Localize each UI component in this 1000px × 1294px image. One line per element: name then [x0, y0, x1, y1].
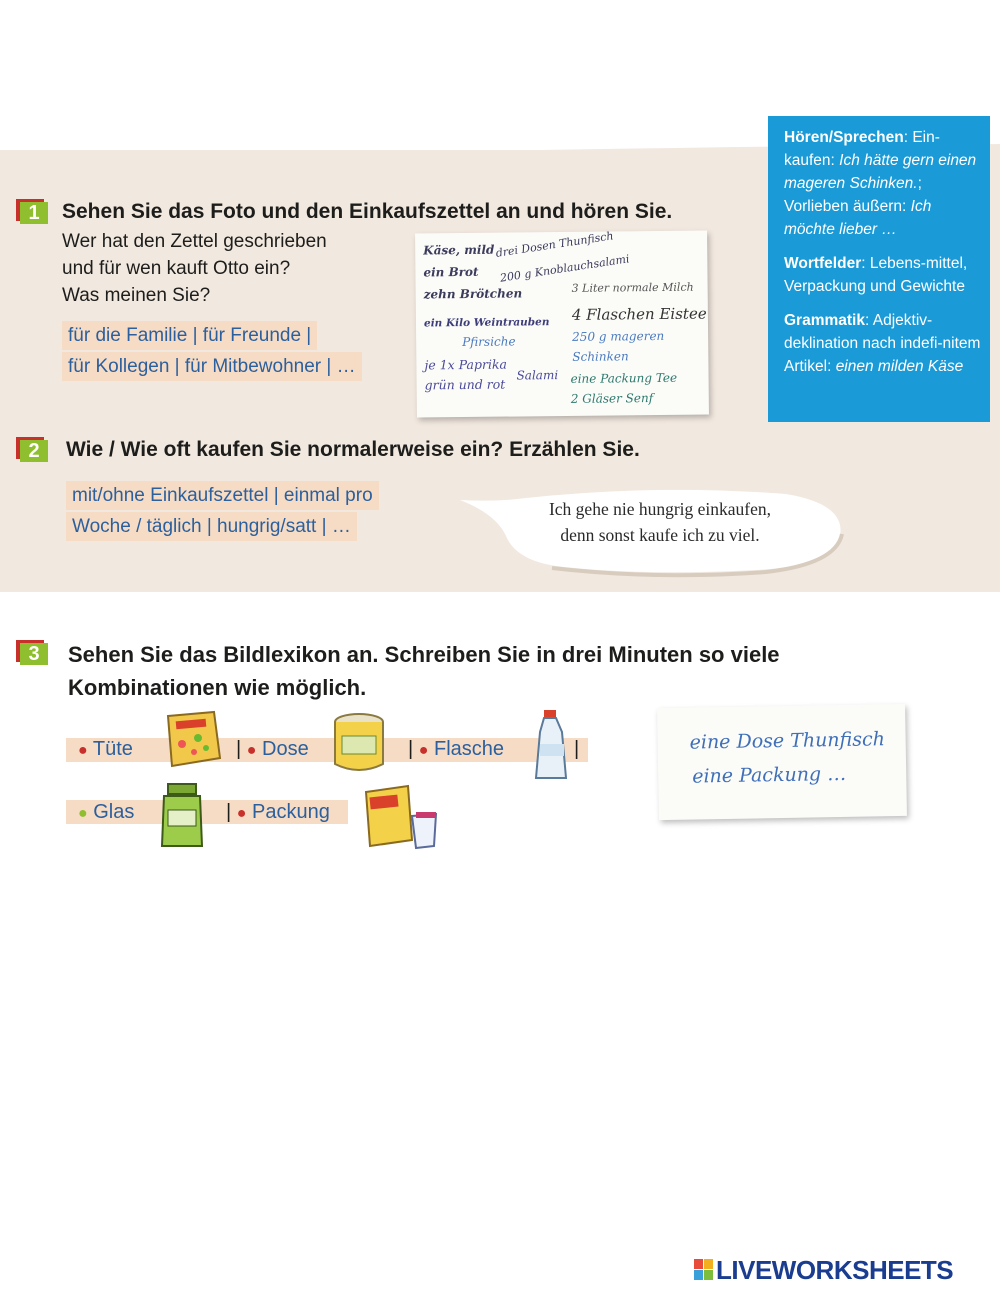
exercise-3-number: 3: [20, 643, 48, 665]
lexicon-strip-1: [66, 738, 588, 762]
list-item: 3 Liter normale Milch: [571, 280, 694, 295]
chip-line: für Kollegen | für Mitbewohner | …: [62, 352, 362, 381]
list-item: zehn Brötchen: [423, 286, 523, 302]
chip-line: für die Familie | für Freunde |: [62, 321, 317, 350]
heading-line: Kombinationen wie möglich.: [68, 675, 367, 700]
question-line: Was meinen Sie?: [62, 285, 211, 306]
lex-dose: | ● Dose: [236, 738, 309, 760]
exercise-1-question: [62, 228, 327, 309]
exercise-1-chips: [62, 321, 362, 383]
jar-icon: [156, 780, 208, 852]
exercise-2-number: 2: [20, 440, 48, 462]
learning-goals-box: [768, 116, 990, 422]
question-line: Wer hat den Zettel geschrieben: [62, 231, 327, 252]
bubble-line: Ich gehe nie hungrig einkaufen,: [548, 499, 772, 519]
list-item: 4 Flaschen Eistee: [571, 304, 707, 324]
lex-flasche: | ● Flasche: [408, 738, 505, 760]
note-line: eine Packung …: [692, 762, 847, 788]
speech-bubble-text: [490, 496, 830, 548]
lex-packung: | ● Packung: [226, 801, 330, 823]
lex-glas: ● Glas: [78, 801, 135, 823]
list-item: 2 Gläser Senf: [570, 391, 654, 406]
exercise-1-heading: Sehen Sie das Foto und den Einkaufszettel an und hören Sie.: [62, 200, 673, 223]
question-line: und für wen kauft Otto ein?: [62, 258, 291, 279]
goal-grammar: Grammatik: Adjektiv-deklination nach indefi-nitem Artikel: einen milden Käse: [784, 312, 981, 375]
lex-tuete: ● Tüte: [78, 738, 133, 760]
list-item: drei Dosen Thunfisch: [494, 229, 615, 260]
list-item: je 1x Paprika: [424, 356, 508, 373]
heading-line: Sehen Sie das Bildlexikon an. Schreiben Sie in drei Minuten so viele: [68, 642, 780, 667]
bag-of-chips-icon: [158, 708, 224, 772]
logo-icon: [694, 1259, 714, 1281]
exercise-1-number: 1: [20, 202, 48, 224]
exercise-2-heading: Wie / Wie oft kaufen Sie normalerweise ein? Erzählen Sie.: [66, 438, 640, 461]
list-item: Schinken: [572, 349, 629, 364]
list-item: eine Packung Tee: [570, 370, 678, 386]
package-icon: [362, 780, 442, 854]
liveworksheets-logo: LIVEWORKSHEETS: [694, 1256, 953, 1284]
lex-separator: |: [574, 738, 580, 760]
list-item: 250 g mageren: [572, 328, 665, 344]
exercise-3-heading: [68, 638, 780, 704]
list-item: grün und rot: [424, 376, 506, 393]
list-item: Salami: [516, 368, 559, 383]
list-item: ein Kilo Weintrauben: [423, 316, 550, 330]
list-item: 200 g Knoblauchsalami: [499, 252, 631, 285]
chip-line: Woche / täglich | hungrig/satt | …: [66, 512, 357, 541]
list-item: Käse, mild: [423, 242, 495, 258]
exercise-2-chips: [66, 481, 379, 543]
list-item: Pfirsiche: [462, 334, 516, 350]
goal-listening: Hören/Sprechen: Ein-kaufen: Ich hätte gern einen mageren Schinken.; Vorlieben äußern: Ich möchte lieber …: [784, 129, 977, 238]
shopping-list-note: [415, 230, 709, 417]
can-icon: [330, 712, 388, 776]
bottle-icon: [528, 708, 574, 784]
bubble-line: denn sonst kaufe ich zu viel.: [560, 525, 760, 545]
goal-vocabulary: Wortfelder: Lebens-mittel, Verpackung und Gewichte: [784, 255, 968, 295]
chip-line: mit/ohne Einkaufszettel | einmal pro: [66, 481, 379, 510]
list-item: ein Brot: [423, 264, 479, 280]
note-line: eine Dose Thunfisch: [689, 728, 886, 754]
answer-note: [657, 704, 907, 820]
